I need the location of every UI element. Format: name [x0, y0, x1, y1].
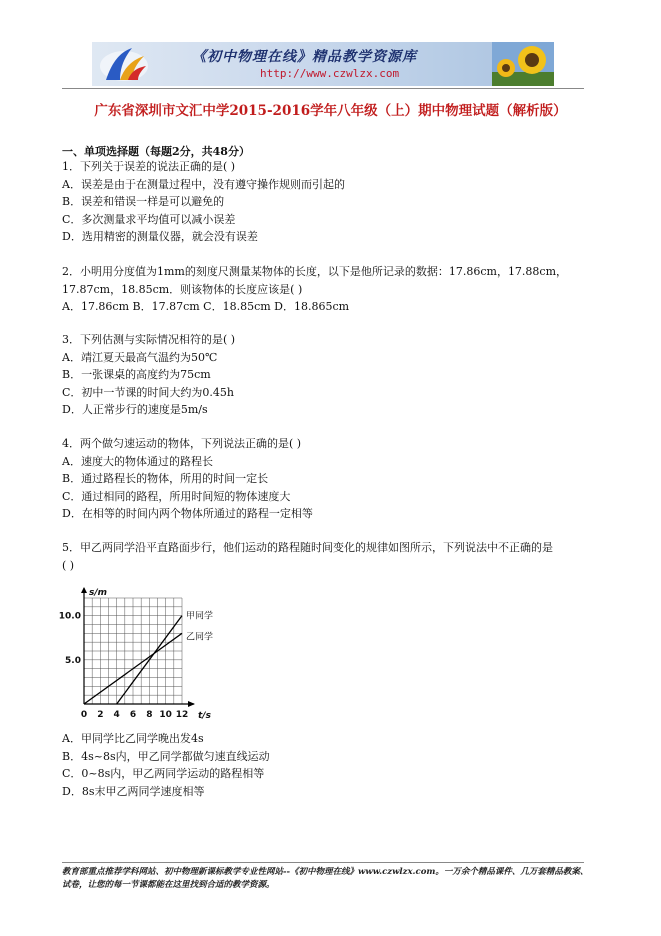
footer-divider — [62, 862, 584, 863]
y-axis-arrow-icon — [81, 587, 87, 593]
question-5-option: B．4s~8s内，甲乙同学都做匀速直线运动 — [62, 749, 270, 763]
x-tick-label: 0 — [80, 710, 88, 720]
graph-grid — [84, 598, 182, 704]
x-tick-label: 2 — [97, 710, 104, 720]
question-5-option: D．8s末甲乙两同学速度相等 — [62, 784, 205, 798]
x-tick-label: 12 — [175, 710, 189, 720]
question-5-stem: ( ) — [62, 558, 75, 572]
section-heading: 一、单项选择题（每题2分，共48分） — [62, 145, 250, 158]
banner-title: 《初中物理在线》精品教学资源库 — [192, 49, 417, 65]
question-5-stem: 5．甲乙两同学沿平直路面步行，他们运动的路程随时间变化的规律如图所示，下列说法中不正确的是 — [62, 541, 553, 554]
x-tick-label: 6 — [129, 710, 137, 720]
question-4-option: B．通过路程长的物体，所用的时间一定长 — [62, 472, 269, 486]
question-4-option: C．通过相同的路程，所用时间短的物体速度大 — [62, 489, 291, 503]
question-2-stem: 2．小明用分度值为1mm的刻度尺测量某物体的长度，以下是他所记录的数据：17.86cm，17.88cm， — [62, 265, 568, 278]
y-tick-label: 5.0 — [65, 655, 81, 666]
question-5-option: A．甲同学比乙同学晚出发4s — [62, 732, 204, 745]
x-tick-label: 8 — [146, 710, 153, 720]
y-tick-label: 10.0 — [58, 611, 81, 622]
y-axis-label: s/m — [89, 588, 108, 598]
question-1-option: C．多次测量求平均值可以减小误差 — [62, 212, 236, 226]
question-1-option: B．误差和错误一样是可以避免的 — [62, 195, 225, 209]
header-banner — [92, 42, 554, 86]
question-3-stem: 3．下列估测与实际情况相符的是( ) — [62, 333, 236, 346]
sunflower-icon — [492, 42, 554, 86]
question-3-option: C．初中一节课的时间大约为0.45h — [62, 385, 234, 399]
graph-axes — [81, 587, 195, 707]
x-axis-label: t/s — [198, 711, 211, 721]
question-2-stem: 17.87cm，18.85cm．则该物体的长度应该是( ) — [62, 282, 303, 296]
graph-labels — [59, 588, 213, 721]
document-title: 广东省深圳市文汇中学2015-2016学年八年级（上）期中物理试题（解析版） — [94, 103, 567, 119]
x-tick-label: 10 — [159, 710, 172, 720]
question-3-option: B．一张课桌的高度约为75cm — [62, 368, 211, 382]
series-label-jia: 甲同学 — [186, 611, 214, 622]
question-3-option: A．靖江夏天最高气温约为50℃ — [62, 350, 218, 364]
question-4-option: A．速度大的物体通过的路程长 — [62, 454, 213, 468]
page-footer: 教育部重点推荐学科网站、初中物理新课标教学专业性网站--《初中物理在线》www.czwlzx.com。一万余个精品课件、几万套精品教案、试卷，让您的每一节课都能在这里找到合适的教学资源。 — [62, 867, 589, 890]
site-logo-icon — [98, 44, 150, 84]
series-label-yi: 乙同学 — [186, 632, 214, 643]
banner-url[interactable]: http://www.czwlzx.com — [260, 67, 400, 80]
question-4-option: D．在相等的时间内两个物体所通过的路程一定相等 — [62, 507, 313, 521]
x-tick-label: 4 — [113, 710, 120, 720]
question-1-option: A．误差是由于在测量过程中，没有遵守操作规则而引起的 — [62, 177, 345, 191]
distance-time-graph — [58, 586, 232, 726]
x-axis-arrow-icon — [188, 701, 195, 707]
question-4-stem: 4．两个做匀速运动的物体，下列说法正确的是( ) — [62, 437, 302, 450]
question-1-option: D．选用精密的测量仪器，就会没有误差 — [62, 230, 258, 244]
question-2-option: A．17.86cm B．17.87cm C．18.85cm D．18.865cm — [62, 300, 350, 314]
question-5-option: C．0~8s内，甲乙两同学运动的路程相等 — [62, 767, 265, 781]
question-1-stem: 1．下列关于误差的说法正确的是( ) — [62, 160, 236, 173]
header-divider — [62, 88, 584, 89]
question-3-option: D．人正常步行的速度是5m/s — [62, 403, 208, 417]
